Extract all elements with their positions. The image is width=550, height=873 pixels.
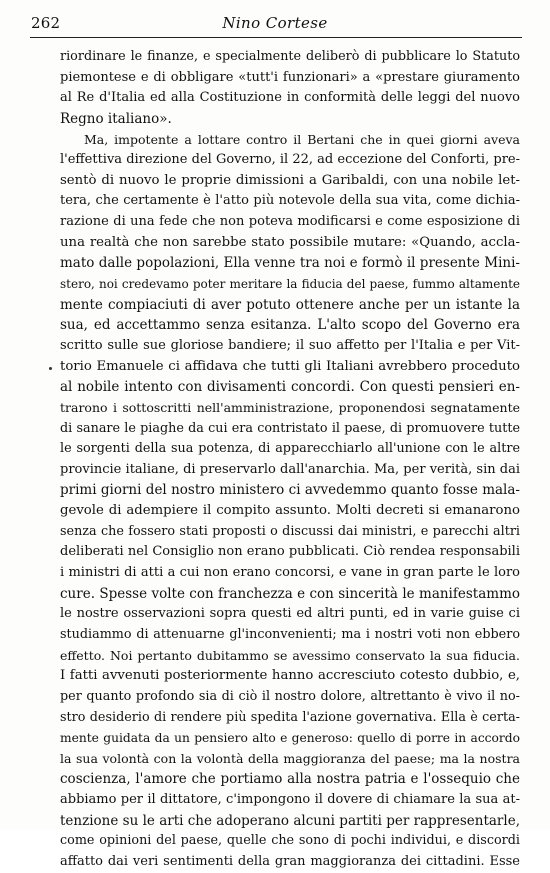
text-line: una realtà che non sarebbe stato possibile mutare: «Quando, accla- (60, 234, 520, 250)
text-line: al Re d'Italia ed alla Costituzione in conformità delle leggi del nuovo (60, 90, 520, 106)
text-line: scritto sulle sue gloriose bandiere; il suo affetto per l'Italia e per Vit- (60, 337, 520, 353)
text-line: deliberati nel Consiglio non erano pubblicati. Ciò rendea responsabili (60, 544, 520, 560)
text-line: gevole di adempiere il compito assunto. Molti decreti si emanarono (60, 503, 520, 519)
text-line: i ministri di atti a cui non erano concorsi, e vane in gran parte le loro (60, 565, 520, 581)
text-line: primi giorni del nostro ministero ci avvedemmo quanto fosse mala- (60, 482, 520, 499)
text-line: Regno italiano». (60, 110, 172, 127)
text-line: tenzione su le arti che adoperano alcuni partiti per rappresentarle, (60, 812, 520, 829)
running-head: Nino Cortese (222, 14, 328, 32)
margin-mark (49, 367, 52, 370)
text-line: piemontese e di obbligare «tutt'i funzionari» a «prestare giuramento (60, 69, 520, 85)
text-line: provincie italiane, di preservarlo dall'anarchia. Ma, per verità, sin dai (60, 461, 520, 477)
text-line: senza che fossero stati proposti o discussi dai ministri, e parecchi altri (60, 523, 520, 539)
text-line: effetto. Noi pertanto dubitammo se avessimo conservato la sua fiducia. (60, 647, 520, 663)
text-line: la sua volontà con la volontà della maggioranza del paese; ma la nostra (60, 750, 520, 766)
text-line: cure. Spesse volte con franchezza e con sincerità le manifestammo (60, 585, 520, 602)
text-line: razione di una fede che non poteva modificarsi e come esposizione di (60, 214, 520, 230)
text-line: trarono i sottoscritti nell'amministrazione, proponendosi segnatamente (60, 399, 520, 415)
text-line: affatto dai veri sentimenti della gran maggioranza dei cittadini. Esse (60, 853, 520, 869)
text-line: studiammo di attenuarne gl'inconvenienti; ma i nostri voti non ebbero (60, 626, 520, 642)
text-line: sentò di nuovo le proprie dimissioni a Garibaldi, con una nobile let- (60, 172, 520, 188)
text-line: torio Emanuele ci affidava che tutti gli Italiani avrebbero proceduto (60, 358, 520, 374)
text-line: mente compiaciuti di aver potuto ottenere anche per un istante la (60, 296, 520, 313)
text-line: tera, che certamente è l'atto più notevole della sua vita, come dichia- (60, 193, 520, 209)
text-line: I fatti avvenuti posteriormente hanno accresciuto cotesto dubbio, e, (60, 668, 520, 684)
text-line: mente guidata da un pensiero alto e generoso: quello di porre in accordo (60, 731, 520, 746)
text-line: coscienza, l'amore che portiamo alla nostra patria e l'ossequio che (60, 771, 520, 788)
text-line: riordinare le finanze, e specialmente deliberò di pubblicare lo Statuto (60, 49, 520, 64)
text-line: Ma, impotente a lottare contro il Bertani che in quei giorni aveva (84, 131, 520, 147)
text-line: mato dalle popolazioni, Ella venne tra noi e formò il presente Mini- (60, 255, 520, 272)
page-number: 262 (31, 14, 61, 32)
header-rule (30, 37, 522, 38)
text-line: sua, ed accettammo senza esitanza. L'alto scopo del Governo era (60, 317, 520, 334)
text-line: le nostre osservazioni sopra questi ed altri punti, ed in varie guise ci (60, 606, 520, 622)
text-line: stro desiderio di rendere più spedita l'azione governativa. Ella è certa- (60, 709, 520, 725)
text-line: di sanare le piaghe da cui era contristato il paese, di promuovere tutte (60, 420, 520, 436)
text-line: per quanto profondo sia di ciò il nostro dolore, altrettanto è vivo il no- (60, 688, 520, 704)
text-line: le sorgenti della sua potenza, di apparecchiarlo all'unione con le altre (60, 441, 520, 457)
body-text (60, 47, 520, 873)
text-line: al nobile intento con divisamenti concordi. Con questi pensieri en- (60, 379, 520, 396)
text-line: abbiamo per il dittatore, c'impongono il dovere di chiamare la sua at- (60, 792, 520, 808)
text-line: come opinioni del paese, quelle che sono di pochi individui, e discordi (60, 833, 520, 849)
text-line: l'effettiva direzione del Governo, il 22, ad eccezione del Conforti, pre- (60, 152, 520, 168)
text-line: stero, noi credevamo poter meritare la fiducia del paese, fummo altamente (60, 277, 520, 292)
